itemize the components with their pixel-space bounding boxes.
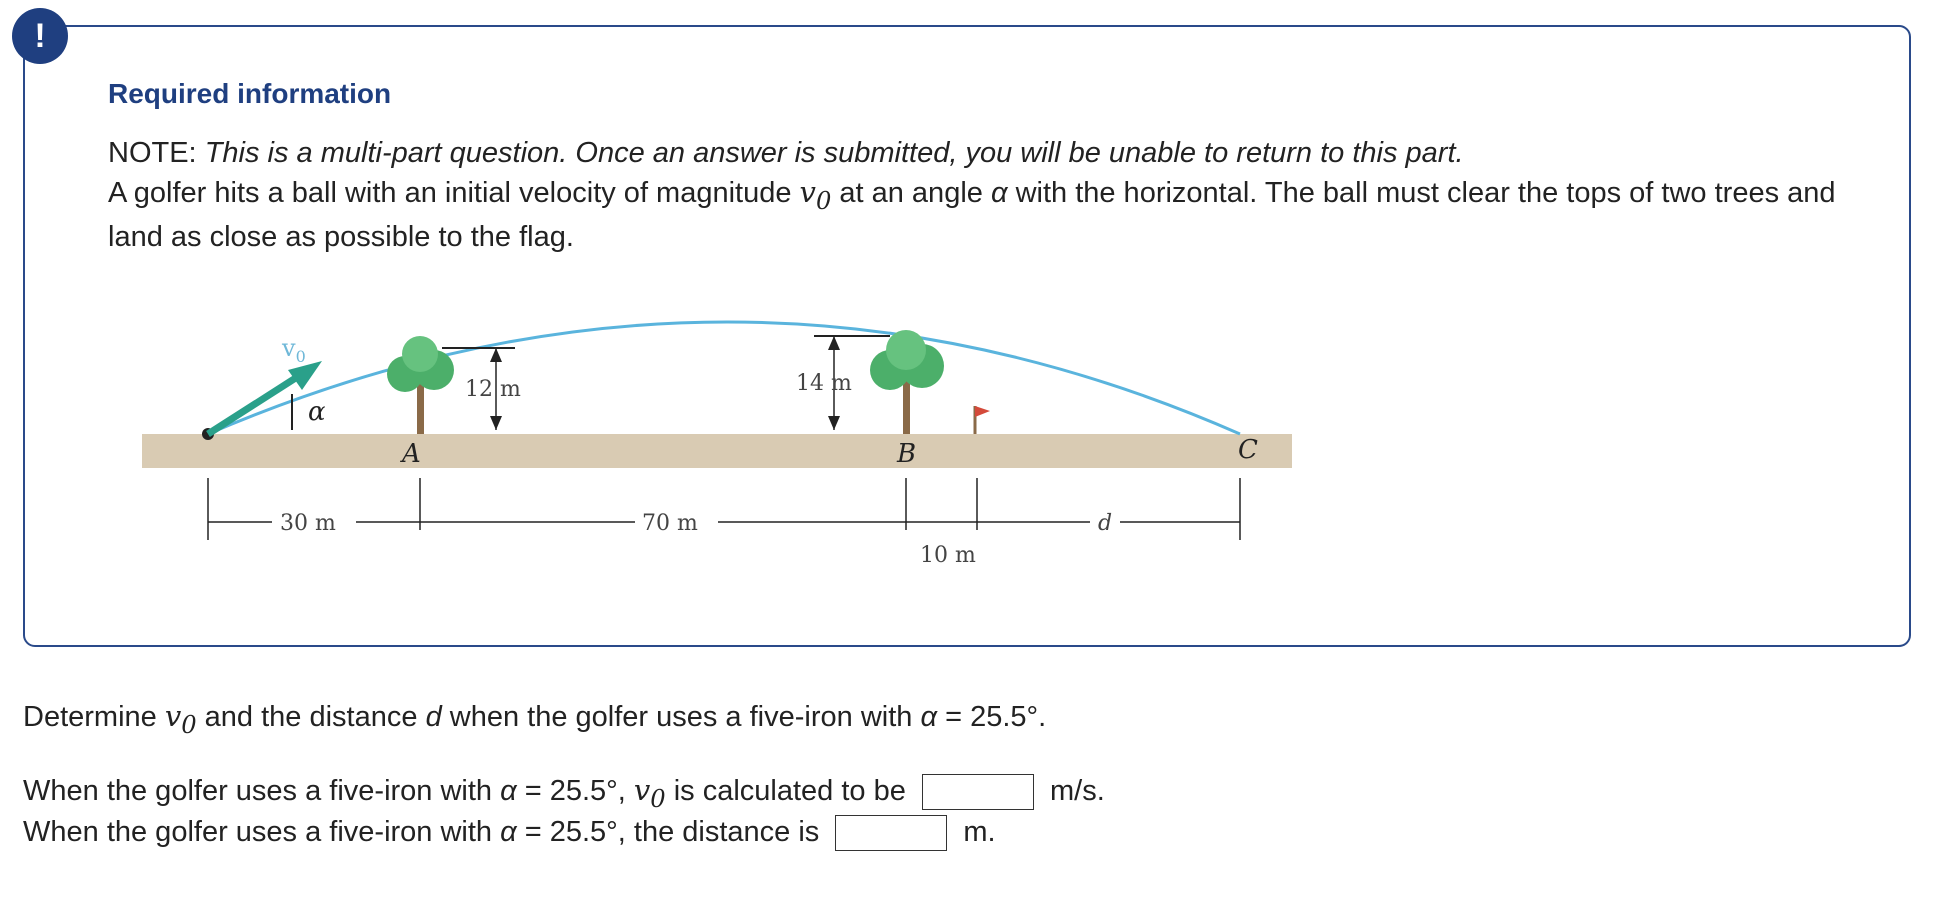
distance-unit: m. (963, 816, 996, 848)
v0-symbol: $v_0$ (633, 773, 666, 813)
velocity-answer-line: When the golfer uses a five-iron with α = 25.5°, $v_0$ is calculated to be m/s. (23, 773, 1105, 813)
distance-10-label: 10 m (920, 543, 976, 568)
v0-symbol: $v_0$ (799, 175, 832, 215)
alpha-symbol: α (500, 775, 517, 807)
alpha-figure-label: α (308, 397, 326, 427)
problem-text-1: A golfer hits a ball with an initial velocity of magnitude (108, 177, 792, 209)
v0-figure-label: $v_0$ (282, 334, 306, 366)
alpha-symbol: α (500, 816, 517, 848)
problem-text-3: with the horizontal. The ball must clear the tops of two trees and land as close as possible to the flag. (108, 177, 1836, 253)
problem-statement (108, 174, 1848, 255)
problem-text-2: at an angle (839, 177, 983, 209)
tree-a (387, 336, 454, 434)
trajectory-curve (208, 322, 1240, 434)
note-line (108, 134, 1464, 172)
flag-icon (975, 406, 990, 417)
note-label: NOTE: (108, 137, 197, 169)
required-information-title: Required information (108, 78, 392, 109)
tree-b (870, 330, 944, 434)
distance-d-label: d (1098, 511, 1113, 536)
note-text: This is a multi-part question. Once an answer is submitted, you will be unable to return to this part. (204, 137, 1464, 169)
distance-answer-input[interactable] (835, 815, 947, 851)
distance-30-label: 30 m (280, 511, 336, 536)
velocity-unit: m/s. (1050, 775, 1105, 807)
tree-b-height-label: 14 m (796, 371, 852, 396)
golf-trajectory-diagram (130, 290, 1310, 590)
v0-symbol: $v_0$ (164, 699, 197, 739)
ground (142, 434, 1292, 468)
velocity-arrow (208, 372, 305, 434)
tree-a-height-label: 12 m (465, 377, 521, 402)
question-prompt: Determine $v_0$ and the distance d when the golfer uses a five-iron with α = 25.5°. (23, 699, 1047, 739)
distance-answer-line: When the golfer uses a five-iron with α = 25.5°, the distance is m. (23, 814, 996, 851)
distance-dimension-line (208, 478, 1240, 540)
point-c-label: C (1238, 435, 1258, 465)
alpha-symbol: α (920, 701, 938, 733)
point-b-label: B (897, 439, 917, 469)
velocity-answer-input[interactable] (922, 774, 1034, 810)
distance-70-label: 70 m (642, 511, 698, 536)
point-a-label: A (402, 439, 421, 469)
alpha-symbol: α (990, 177, 1008, 209)
alert-icon: ! (12, 8, 68, 64)
d-symbol: d (425, 701, 442, 733)
